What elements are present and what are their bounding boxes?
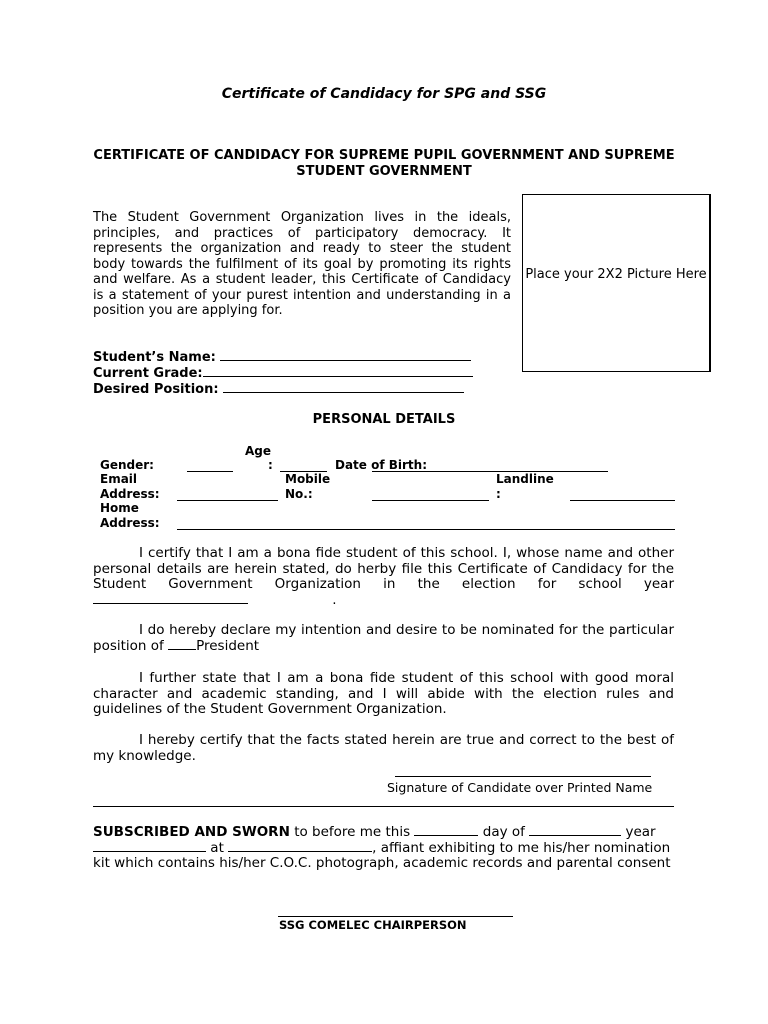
desired-position-blank[interactable] — [223, 382, 464, 393]
sworn-bold-text: SUBSCRIBED AND SWORN — [93, 824, 290, 840]
sworn-text-1: to before me this — [294, 824, 411, 840]
student-name-field — [93, 350, 471, 365]
month-blank[interactable] — [529, 825, 621, 836]
position-value: President — [196, 637, 260, 654]
date-of-birth-label: Date of Birth: — [335, 458, 428, 472]
certify-paragraph — [93, 546, 674, 608]
sworn-statement — [93, 825, 674, 872]
landline-blank[interactable] — [570, 500, 675, 501]
chairperson-label: SSG COMELEC CHAIRPERSON — [279, 918, 467, 932]
desired-position-field — [93, 382, 464, 397]
intro-paragraph: The Student Government Organization lives in the ideals, principles, and practices of participatory democracy. It represents the organization and ready to steer the student body towards the fulfilment of its goal by promoting its rights and welfare. As a student leader, this Certificate of Candidacy is a statement of your purest intention and understanding in a position you are applying for. — [93, 210, 511, 318]
section-divider — [93, 806, 674, 807]
certificate-heading: CERTIFICATE OF CANDIDACY FOR SUPREME PUPIL GOVERNMENT AND SUPREME STUDENT GOVERNMENT — [93, 148, 675, 179]
student-name-blank[interactable] — [220, 350, 471, 361]
document-title: Certificate of Candidacy for SPG and SSG — [221, 86, 547, 102]
place-blank[interactable] — [228, 841, 372, 852]
sworn-text-3: year — [625, 824, 656, 840]
email-blank[interactable] — [177, 500, 278, 501]
candidate-signature-label: Signature of Candidate over Printed Name — [387, 780, 653, 795]
date-of-birth-blank[interactable] — [372, 471, 608, 472]
current-grade-field — [93, 366, 473, 381]
chairperson-signature-line[interactable] — [278, 916, 513, 917]
photo-placeholder-text: Place your 2X2 Picture Here — [525, 267, 707, 282]
sworn-text-5: , affiant exhibiting to me his/her nomination kit which contains his/her C.O.C. photograph, academic records and parental consent — [93, 839, 671, 872]
home-address-label-line1: Home — [100, 501, 139, 515]
moral-character-paragraph — [93, 671, 674, 718]
mobile-blank[interactable] — [372, 500, 489, 501]
gender-label: Gender: — [100, 458, 154, 472]
current-grade-blank[interactable] — [203, 366, 473, 377]
email-label-line1: Email — [100, 472, 138, 486]
school-year-blank[interactable] — [93, 593, 248, 604]
landline-label-line1: Landline — [496, 472, 554, 486]
certify-text: I certify that I am a bona fide student of this school. I, whose name and other personal details are herein stated, do herby file this Certificate of Candidacy for the Student Government Organization in the election for school year — [93, 545, 674, 593]
mobile-label-line1: Mobile — [285, 472, 331, 486]
moral-character-text: I further state that I am a bona fide student of this school with good moral character and academic standing, and I will abide with the election rules and guidelines of the Student Government Organization. — [93, 670, 674, 718]
year-blank[interactable] — [93, 841, 206, 852]
declaration-text: I do hereby declare my intention and desire to be nominated for the particular position of — [93, 622, 674, 654]
gender-blank[interactable] — [187, 471, 233, 472]
home-address-label-line2: Address: — [100, 516, 160, 530]
certify-period: . — [332, 591, 337, 608]
position-blank[interactable] — [168, 639, 196, 650]
facts-paragraph — [93, 733, 674, 764]
day-blank[interactable] — [414, 825, 478, 836]
mobile-label-line2: No.: — [285, 487, 313, 501]
email-label-line2: Address: — [100, 487, 160, 501]
age-colon: : — [268, 458, 273, 472]
declaration-paragraph — [93, 623, 674, 654]
candidate-signature-line[interactable] — [395, 776, 651, 777]
desired-position-label: Desired Position: — [93, 382, 219, 397]
facts-text: I hereby certify that the facts stated herein are true and correct to the best of my knowledge. — [93, 732, 674, 764]
student-name-label: Student’s Name: — [93, 350, 216, 365]
current-grade-label: Current Grade: — [93, 366, 203, 381]
photo-placeholder-box[interactable] — [522, 194, 711, 372]
landline-label-line2: : — [496, 487, 501, 501]
sworn-text-2: day of — [482, 824, 525, 840]
age-label: Age — [245, 444, 272, 458]
home-address-blank[interactable] — [177, 529, 675, 530]
personal-details-title: PERSONAL DETAILS — [312, 412, 456, 427]
sworn-text-4: at — [210, 839, 224, 856]
